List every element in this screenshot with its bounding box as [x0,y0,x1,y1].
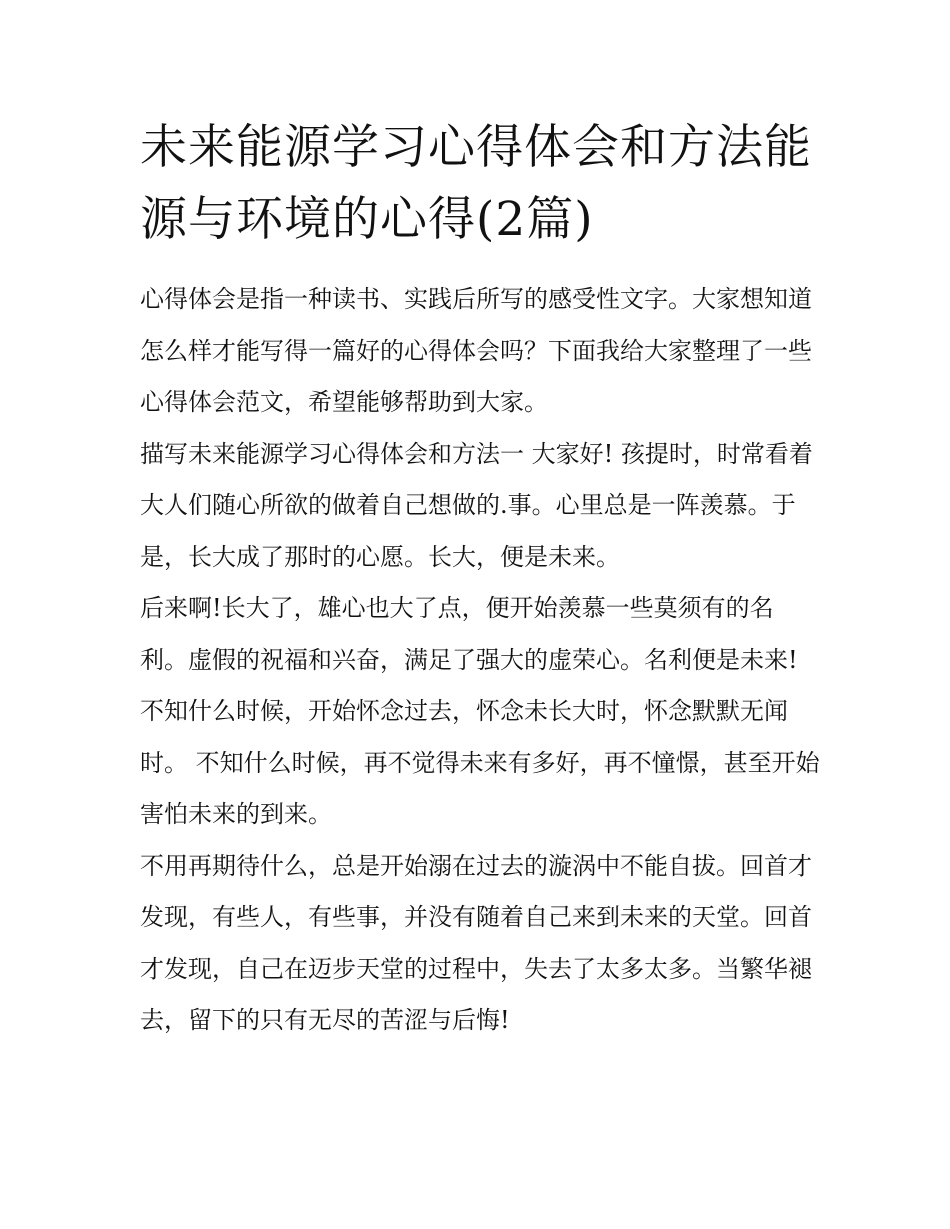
paragraph-nostalgia: 不知什么时候，开始怀念过去，怀念未长大时，怀念默默无闻时。 不知什么时候，再不觉得未来有多好，再不憧憬，甚至开始害怕未来的到来。 [140,697,820,828]
document-title: 未来能源学习心得体会和方法能源与环境的心得(2篇) [140,120,812,247]
document-body [140,274,820,1047]
document-page [140,112,820,1047]
paragraph-fame: 后来啊!长大了，雄心也大了点，便开始羡慕一些莫须有的名利。虚假的祝福和兴奋，满足了强大的虚荣心。名利便是未来! [140,594,798,674]
paragraph-regret: 不用再期待什么，总是开始溺在过去的漩涡中不能自拔。回首才发现，有些人，有些事，并没有随着自己来到未来的天堂。回首才发现，自己在迈步天堂的过程中，失去了太多太多。当繁华褪去，留下的只有无尽的苦涩与后悔! [140,851,812,1034]
paragraph-childhood: 描写未来能源学习心得体会和方法一 大家好! 孩提时，时常看着大人们随心所欲的做着自己想做的.事。心里总是一阵羡慕。于是，长大成了那时的心愿。长大，便是未来。 [140,439,813,571]
paragraph-intro: 心得体会是指一种读书、实践后所写的感受性文字。大家想知道怎么样才能写得一篇好的心得体会吗？下面我给大家整理了一些心得体会范文，希望能够帮助到大家。 [140,285,812,416]
